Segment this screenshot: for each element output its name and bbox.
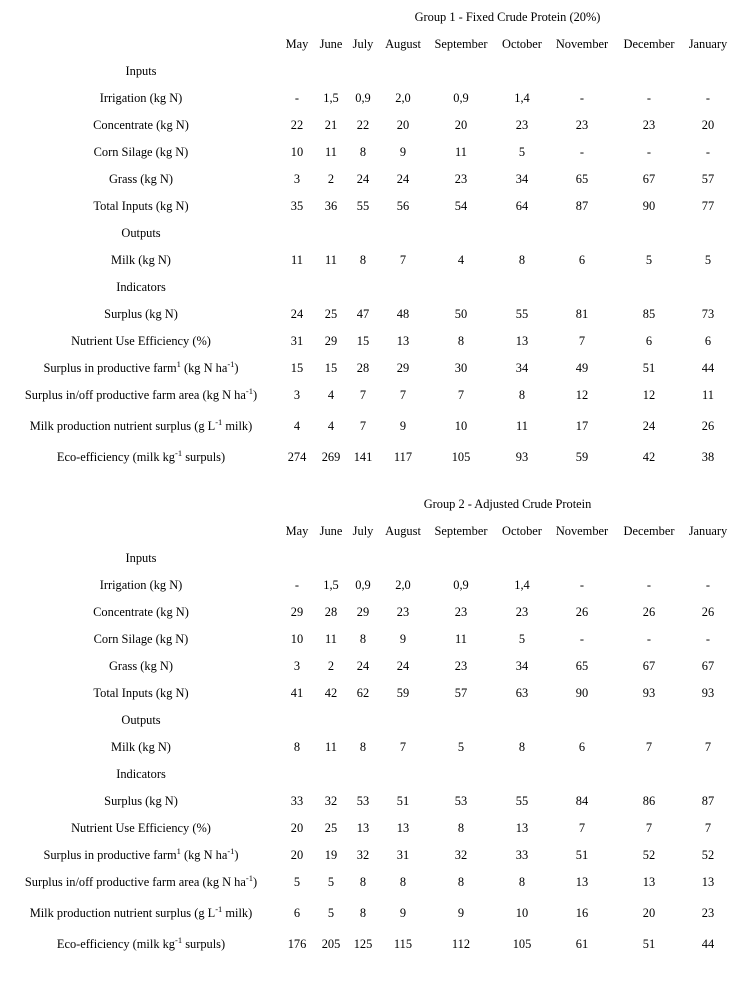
table-cell: 10: [454, 419, 468, 433]
label-text: ): [234, 848, 239, 862]
table-cell: 7: [578, 334, 586, 348]
table-cell: 44: [701, 937, 715, 951]
table-cell: 2,0: [395, 91, 411, 105]
table-cell: 24: [356, 659, 370, 673]
month-header: May: [285, 37, 309, 51]
table-cell: -: [579, 91, 585, 105]
table-cell: 0,9: [355, 91, 371, 105]
table-cell: 13: [575, 875, 589, 889]
table-cell: -: [646, 578, 652, 592]
row-label: Concentrate (kg N): [93, 605, 189, 619]
table-cell: -: [294, 578, 300, 592]
table-cell: 117: [393, 450, 413, 464]
table-cell: 6: [578, 253, 586, 267]
table-cell: 81: [575, 307, 589, 321]
table-cell: 21: [324, 118, 338, 132]
group-title: Group 2 - Adjusted Crude Protein: [423, 497, 592, 511]
table-cell: 26: [575, 605, 589, 619]
table-cell: -: [646, 632, 652, 646]
table-cell: 87: [575, 199, 589, 213]
table-cell: 7: [704, 740, 712, 754]
table-cell: 20: [454, 118, 468, 132]
table-cell: 176: [287, 937, 307, 951]
table-cell: 11: [455, 632, 467, 646]
table-cell: 5: [293, 875, 301, 889]
table-cell: 1,5: [323, 578, 339, 592]
table-cell: 13: [356, 821, 370, 835]
table-cell: -: [579, 578, 585, 592]
table-cell: 23: [575, 118, 589, 132]
table-cell: 8: [359, 253, 367, 267]
row-label: Grass (kg N): [108, 659, 173, 673]
table-cell: 7: [645, 740, 653, 754]
superscript: 1: [176, 845, 181, 856]
table-cell: 65: [575, 172, 589, 186]
table-cell: 31: [290, 334, 304, 348]
superscript: -1: [215, 416, 223, 427]
table-cell: 11: [325, 632, 337, 646]
row-label: Nutrient Use Efficiency (%): [71, 821, 211, 835]
month-header: November: [555, 524, 609, 538]
table-cell: 55: [356, 199, 370, 213]
table-cell: 67: [642, 659, 656, 673]
superscript: -1: [227, 845, 235, 856]
table-cell: 0,9: [355, 578, 371, 592]
table-cell: 7: [578, 821, 586, 835]
row-label: Corn Silage (kg N): [93, 632, 189, 646]
table-cell: 86: [642, 794, 656, 808]
table-cell: 20: [642, 906, 656, 920]
table-cell: 23: [454, 659, 468, 673]
table-cell: 6: [578, 740, 586, 754]
table-cell: 85: [642, 307, 656, 321]
row-label: Milk (kg N): [111, 253, 171, 267]
table-cell: 105: [451, 450, 471, 464]
table-cell: 115: [393, 937, 413, 951]
table-cell: 13: [701, 875, 715, 889]
superscript: -1: [245, 385, 253, 396]
superscript: 1: [176, 358, 181, 369]
table-cell: 3: [293, 388, 301, 402]
table-cell: -: [705, 145, 711, 159]
table-cell: 2: [327, 172, 335, 186]
table-cell: 15: [290, 361, 304, 375]
table-cell: 4: [457, 253, 465, 267]
table-cell: 9: [457, 906, 465, 920]
table-cell: 8: [359, 906, 367, 920]
month-header: June: [319, 37, 343, 51]
table-cell: 49: [575, 361, 589, 375]
row-label: [0, 416, 282, 434]
table-cell: 9: [399, 906, 407, 920]
label-text: surpuls): [182, 450, 226, 464]
table-cell: 51: [642, 361, 656, 375]
table-cell: 26: [701, 605, 715, 619]
table-cell: 7: [704, 821, 712, 835]
table-cell: 20: [701, 118, 715, 132]
month-header: July: [352, 37, 374, 51]
table-cell: 23: [454, 172, 468, 186]
month-header: November: [555, 37, 609, 51]
table-cell: 8: [293, 740, 301, 754]
table-cell: 5: [518, 145, 526, 159]
table-cell: 16: [575, 906, 589, 920]
table-cell: 41: [290, 686, 304, 700]
month-header: May: [285, 524, 309, 538]
table-cell: 8: [518, 388, 526, 402]
table-cell: -: [646, 145, 652, 159]
table-cell: 53: [454, 794, 468, 808]
table-cell: 7: [399, 740, 407, 754]
table-cell: 11: [516, 419, 528, 433]
table-cell: 0,9: [453, 578, 469, 592]
table-cell: 93: [701, 686, 715, 700]
table-cell: 29: [396, 361, 410, 375]
table-cell: 23: [701, 906, 715, 920]
table-cell: 23: [515, 118, 529, 132]
row-label: [0, 845, 282, 863]
table-cell: 24: [396, 659, 410, 673]
group-title: Group 1 - Fixed Crude Protein (20%): [414, 10, 601, 24]
table-cell: 32: [324, 794, 338, 808]
month-header: August: [385, 37, 421, 51]
month-header: October: [502, 524, 542, 538]
table-cell: 7: [645, 821, 653, 835]
label-text: surpuls): [182, 937, 226, 951]
table-cell: 8: [518, 740, 526, 754]
table-cell: 4: [327, 388, 335, 402]
label-text: Surplus in productive farm: [43, 848, 177, 862]
section-label: Inputs: [125, 551, 157, 565]
label-text: milk): [222, 906, 253, 920]
table-cell: 1,4: [514, 91, 530, 105]
table-cell: 10: [515, 906, 529, 920]
table-cell: 15: [324, 361, 338, 375]
table-cell: 8: [518, 875, 526, 889]
table-cell: 22: [356, 118, 370, 132]
table-cell: 34: [515, 172, 529, 186]
row-label: [0, 358, 282, 376]
table-cell: 112: [451, 937, 471, 951]
label-text: Milk production nutrient surplus (g L: [29, 419, 216, 433]
table-cell: 11: [455, 145, 467, 159]
table-cell: 5: [704, 253, 712, 267]
label-text: Eco-efficiency (milk kg: [56, 937, 175, 951]
label-text: Surplus in/off productive farm area (kg N ha: [24, 875, 246, 889]
table-cell: 13: [396, 334, 410, 348]
table-cell: 20: [290, 848, 304, 862]
table-cell: 3: [293, 172, 301, 186]
table-cell: 125: [353, 937, 373, 951]
table-cell: 52: [642, 848, 656, 862]
table-cell: 105: [512, 937, 532, 951]
table-cell: 57: [454, 686, 468, 700]
table-cell: 24: [290, 307, 304, 321]
table-cell: 44: [701, 361, 715, 375]
table-cell: 13: [642, 875, 656, 889]
table-cell: 8: [457, 875, 465, 889]
label-text: (kg N ha: [180, 361, 228, 375]
table-cell: 8: [359, 145, 367, 159]
table-cell: 10: [290, 145, 304, 159]
table-cell: 11: [325, 740, 337, 754]
table-cell: 6: [704, 334, 712, 348]
table-cell: 34: [515, 361, 529, 375]
superscript: -1: [215, 903, 223, 914]
row-label: [0, 872, 282, 890]
label-text: ): [252, 388, 258, 402]
table-cell: 42: [324, 686, 338, 700]
month-header: July: [352, 524, 374, 538]
table-cell: 2,0: [395, 578, 411, 592]
table-cell: 64: [515, 199, 529, 213]
table-cell: 205: [321, 937, 341, 951]
table-cell: 19: [324, 848, 338, 862]
table-cell: -: [705, 91, 711, 105]
label-text: Surplus in/off productive farm area (kg N ha: [24, 388, 246, 402]
table-cell: 4: [293, 419, 301, 433]
table-cell: 84: [575, 794, 589, 808]
table-cell: 7: [399, 253, 407, 267]
section-label: Inputs: [125, 64, 157, 78]
table-cell: 23: [396, 605, 410, 619]
table-cell: 29: [324, 334, 338, 348]
table-cell: 11: [291, 253, 303, 267]
table-cell: 57: [701, 172, 715, 186]
row-label: Surplus (kg N): [104, 307, 178, 321]
table-cell: 67: [642, 172, 656, 186]
month-header: September: [434, 37, 488, 51]
row-label: Surplus (kg N): [104, 794, 178, 808]
section-label: Outputs: [121, 713, 161, 727]
row-label: Irrigation (kg N): [99, 578, 183, 592]
table-cell: 48: [396, 307, 410, 321]
table-cell: 7: [399, 388, 407, 402]
table-cell: 59: [396, 686, 410, 700]
table-cell: 12: [575, 388, 589, 402]
table-cell: 51: [575, 848, 589, 862]
table-cell: 274: [287, 450, 307, 464]
table-cell: 26: [701, 419, 715, 433]
table-cell: 93: [642, 686, 656, 700]
superscript: -1: [227, 358, 235, 369]
label-text: (kg N ha: [180, 848, 228, 862]
row-label: Corn Silage (kg N): [93, 145, 189, 159]
table-cell: 51: [396, 794, 410, 808]
row-label: Nutrient Use Efficiency (%): [71, 334, 211, 348]
table-cell: 9: [399, 145, 407, 159]
table-cell: 5: [518, 632, 526, 646]
month-header: January: [688, 524, 728, 538]
table-cell: 32: [356, 848, 370, 862]
table-cell: 8: [359, 875, 367, 889]
table-cell: -: [646, 91, 652, 105]
row-label: Grass (kg N): [108, 172, 173, 186]
table-cell: 34: [515, 659, 529, 673]
table-cell: 33: [290, 794, 304, 808]
table-cell: 0,9: [453, 91, 469, 105]
superscript: -1: [245, 872, 253, 883]
table-cell: 93: [515, 450, 529, 464]
month-header: August: [385, 524, 421, 538]
table-cell: 8: [457, 821, 465, 835]
table-cell: 269: [321, 450, 341, 464]
table-cell: 11: [325, 253, 337, 267]
month-header: September: [434, 524, 488, 538]
table-cell: -: [294, 91, 300, 105]
table-cell: 5: [327, 875, 335, 889]
table-cell: 1,4: [514, 578, 530, 592]
table-cell: 8: [399, 875, 407, 889]
table-cell: 56: [396, 199, 410, 213]
table-cell: 7: [457, 388, 465, 402]
label-text: Surplus in productive farm: [43, 361, 177, 375]
table-cell: 13: [515, 821, 529, 835]
table-cell: 23: [515, 605, 529, 619]
table-cell: -: [705, 578, 711, 592]
table-cell: 8: [359, 632, 367, 646]
table-cell: 31: [396, 848, 410, 862]
table-cell: 51: [642, 937, 656, 951]
table-cell: 67: [701, 659, 715, 673]
table-cell: 62: [356, 686, 370, 700]
table-cell: 61: [575, 937, 589, 951]
table-cell: 55: [515, 794, 529, 808]
row-label: Total Inputs (kg N): [93, 199, 189, 213]
section-label: Indicators: [116, 280, 166, 294]
table-cell: -: [579, 632, 585, 646]
section-label: Outputs: [121, 226, 161, 240]
table-cell: 47: [356, 307, 370, 321]
table-cell: 20: [290, 821, 304, 835]
row-label: [0, 447, 282, 465]
table-cell: 8: [518, 253, 526, 267]
table-cell: 52: [701, 848, 715, 862]
table-cell: 23: [454, 605, 468, 619]
table-cell: 42: [642, 450, 656, 464]
label-text: Eco-efficiency (milk kg: [56, 450, 175, 464]
table-cell: 87: [701, 794, 715, 808]
table-cell: 6: [293, 906, 301, 920]
month-header: January: [688, 37, 728, 51]
table-cell: 13: [396, 821, 410, 835]
table-cell: 29: [290, 605, 304, 619]
label-text: ): [234, 361, 239, 375]
table-cell: 2: [327, 659, 335, 673]
table-cell: 8: [457, 334, 465, 348]
table-cell: 141: [353, 450, 373, 464]
table-cell: 59: [575, 450, 589, 464]
table-cell: 3: [293, 659, 301, 673]
label-text: Milk production nutrient surplus (g L: [29, 906, 216, 920]
table-cell: 5: [327, 906, 335, 920]
table-cell: 90: [642, 199, 656, 213]
row-label: [0, 934, 282, 952]
table-cell: 24: [356, 172, 370, 186]
row-label: Total Inputs (kg N): [93, 686, 189, 700]
table-cell: -: [705, 632, 711, 646]
table-cell: 5: [645, 253, 653, 267]
month-header: December: [623, 37, 675, 51]
table-cell: 25: [324, 821, 338, 835]
table-cell: 7: [359, 419, 367, 433]
table-cell: 30: [454, 361, 468, 375]
table-cell: 10: [290, 632, 304, 646]
table-cell: 9: [399, 632, 407, 646]
table-cell: 4: [327, 419, 335, 433]
table-cell: 36: [324, 199, 338, 213]
table-cell: 77: [701, 199, 715, 213]
table-cell: 73: [701, 307, 715, 321]
table-cell: 24: [642, 419, 656, 433]
section-label: Indicators: [116, 767, 166, 781]
table-cell: -: [579, 145, 585, 159]
table-cell: 29: [356, 605, 370, 619]
table-cell: 53: [356, 794, 370, 808]
table-cell: 17: [575, 419, 589, 433]
table-cell: 63: [515, 686, 529, 700]
table-cell: 65: [575, 659, 589, 673]
table-cell: 20: [396, 118, 410, 132]
month-header: December: [623, 524, 675, 538]
table-cell: 25: [324, 307, 338, 321]
table-cell: 15: [356, 334, 370, 348]
table-cell: 24: [396, 172, 410, 186]
table-cell: 6: [645, 334, 653, 348]
table-cell: 8: [359, 740, 367, 754]
table-cell: 9: [399, 419, 407, 433]
table-cell: 5: [457, 740, 465, 754]
table-cell: 13: [515, 334, 529, 348]
table-cell: 26: [642, 605, 656, 619]
row-label: [0, 903, 282, 921]
table-cell: 22: [290, 118, 304, 132]
table-cell: 54: [454, 199, 468, 213]
table-cell: 90: [575, 686, 589, 700]
superscript: -1: [175, 447, 183, 458]
table-cell: 12: [642, 388, 656, 402]
label-text: ): [252, 875, 258, 889]
month-header: October: [502, 37, 542, 51]
table-cell: 32: [454, 848, 468, 862]
row-label: [0, 385, 282, 403]
row-label: Irrigation (kg N): [99, 91, 183, 105]
table-cell: 33: [515, 848, 529, 862]
table-cell: 55: [515, 307, 529, 321]
label-text: milk): [222, 419, 253, 433]
table-cell: 23: [642, 118, 656, 132]
table-cell: 7: [359, 388, 367, 402]
row-label: Concentrate (kg N): [93, 118, 189, 132]
row-label: Milk (kg N): [111, 740, 171, 754]
table-cell: 1,5: [323, 91, 339, 105]
table-cell: 50: [454, 307, 468, 321]
table-cell: 28: [356, 361, 370, 375]
table-cell: 11: [702, 388, 714, 402]
table-cell: 38: [701, 450, 715, 464]
month-header: June: [319, 524, 343, 538]
table-cell: 11: [325, 145, 337, 159]
table-cell: 28: [324, 605, 338, 619]
superscript: -1: [175, 934, 183, 945]
table-cell: 35: [290, 199, 304, 213]
